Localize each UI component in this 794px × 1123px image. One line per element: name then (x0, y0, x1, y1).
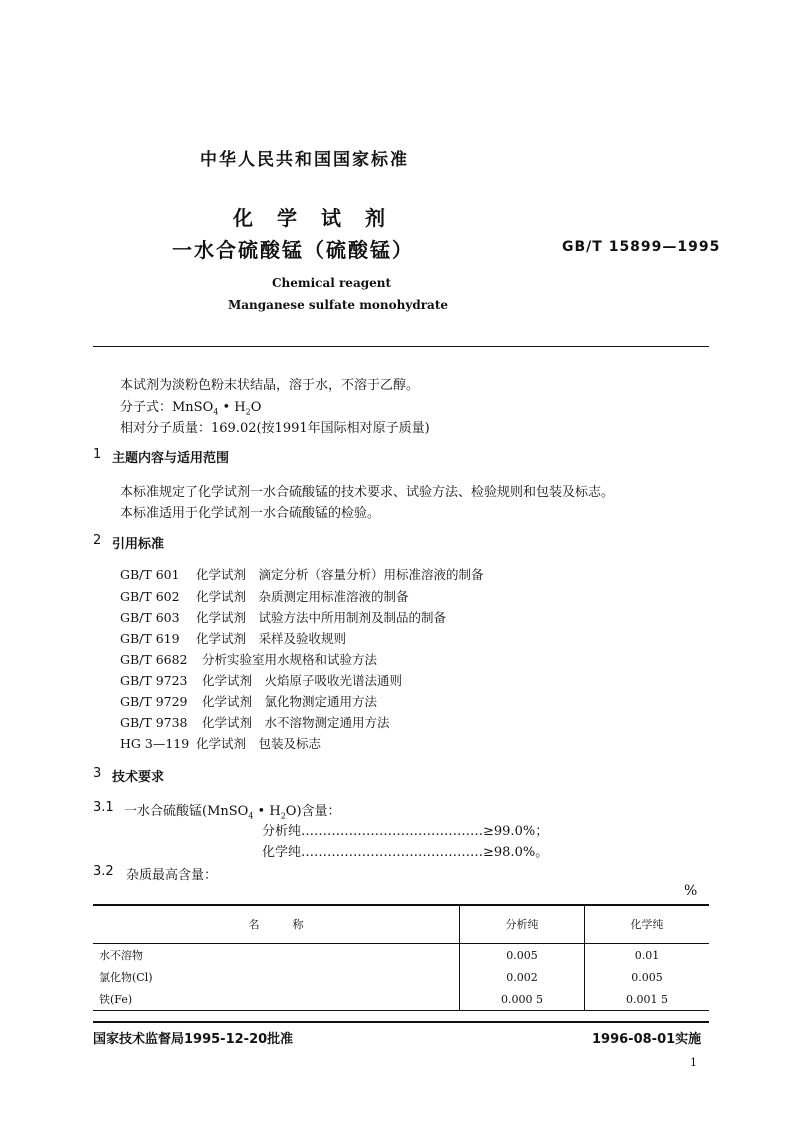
reference-code: GB/T 6682 (120, 652, 188, 667)
reference-title: 化学试剂 氯化物测定通用方法 (202, 694, 378, 709)
reference-code: GB/T 9729 (120, 694, 188, 709)
value-chemical: 0.001 5 (585, 988, 710, 1011)
reference-code: GB/T 619 (120, 631, 180, 646)
item31-prefix: 一水合硫酸锰(MnSO (124, 804, 249, 819)
section2-title: 引用标准 (112, 537, 165, 552)
section3-title: 技术要求 (112, 770, 165, 785)
reference-title: 化学试剂 火焰原子吸收光谱法通则 (202, 673, 403, 688)
standard-number: GB/T 15899—1995 (562, 239, 721, 255)
value-analytical: 0.005 (460, 944, 585, 967)
reference-code: GB/T 9723 (120, 673, 188, 688)
header-name: 名 称 (93, 905, 460, 944)
table-row (93, 966, 709, 988)
reference-item (120, 629, 346, 647)
reference-title: 分析实验室用水规格和试验方法 (202, 652, 378, 667)
title-en-line1: Chemical reagent (272, 276, 392, 290)
title-en-line2: Manganese sulfate monohydrate (228, 298, 449, 312)
reference-item (120, 608, 446, 626)
formula-prefix: 分子式：MnSO (120, 400, 214, 415)
reference-code: GB/T 9738 (120, 715, 188, 730)
reference-item (120, 713, 390, 731)
value-chemical: 0.005 (585, 966, 710, 988)
table-row (93, 988, 709, 1011)
table-header-row (93, 905, 709, 944)
section1-title: 主题内容与适用范围 (112, 451, 230, 466)
reference-code: GB/T 601 (120, 567, 180, 582)
reference-item (120, 587, 409, 605)
value-analytical: 0.002 (460, 966, 585, 988)
item31-mid: • H (253, 804, 281, 819)
reference-code: GB/T 603 (120, 610, 180, 625)
reference-item (120, 734, 321, 752)
reference-item (120, 650, 377, 668)
grade-analytical: 分析纯……………………………………≥99.0%； (262, 824, 549, 839)
title-cn-line2: 一水合硫酸锰（硫酸锰） (172, 238, 414, 262)
approval-date: 国家技术监督局1995-12-20批准 (93, 1032, 294, 1047)
header-chemical: 化学纯 (585, 905, 710, 944)
intro-formula (120, 396, 261, 417)
item32-text: 杂质最高含量： (126, 868, 218, 883)
item32-number: 3.2 (93, 864, 114, 879)
section1-para1: 本标准规定了化学试剂一水合硫酸锰的技术要求、试验方法、检验规则和包装及标志。 (120, 485, 615, 500)
impurity-name: 水不溶物 (99, 949, 143, 962)
section1-number: 1 (93, 447, 102, 462)
footer-rule (93, 1021, 709, 1023)
intro-description: 本试剂为淡粉色粉末状结晶，溶于水，不溶于乙醇。 (120, 378, 420, 393)
reference-code: GB/T 602 (120, 589, 180, 604)
reference-item (120, 671, 402, 689)
implementation-date: 1996-08-01实施 (592, 1032, 702, 1047)
item31-suffix: O)含量： (285, 804, 341, 819)
reference-item (120, 692, 377, 710)
impurity-table (93, 905, 709, 1011)
formula-suffix: O (250, 400, 262, 415)
header-analytical: 分析纯 (460, 905, 585, 944)
reference-title: 化学试剂 杂质测定用标准溶液的制备 (196, 589, 409, 604)
item31-text (124, 800, 341, 821)
item31-sub4: 4 (248, 811, 254, 821)
intro-molecular-mass: 相对分子质量：169.02(按1991年国际相对原子质量) (120, 421, 430, 436)
impurity-name: 氯化物(Cl) (99, 971, 153, 984)
grade-chemical: 化学纯……………………………………≥98.0%。 (262, 845, 549, 860)
reference-code: HG 3—119 (120, 736, 190, 751)
value-chemical: 0.01 (585, 944, 710, 967)
value-analytical: 0.000 5 (460, 988, 585, 1011)
section3-number: 3 (93, 766, 102, 781)
page-number: 1 (690, 1056, 697, 1069)
unit-percent: % (684, 883, 698, 899)
item31-number: 3.1 (93, 800, 114, 815)
table-row (93, 944, 709, 967)
reference-title: 化学试剂 包装及标志 (196, 736, 322, 751)
standard-agency-header: 中华人民共和国国家标准 (200, 150, 409, 170)
formula-sub2: 2 (245, 407, 251, 417)
reference-title: 化学试剂 水不溶物测定通用方法 (202, 715, 390, 730)
section2-number: 2 (93, 533, 102, 548)
reference-title: 化学试剂 采样及验收规则 (196, 631, 347, 646)
reference-title: 化学试剂 滴定分析（容量分析）用标准溶液的制备 (196, 567, 484, 582)
section1-para2: 本标准适用于化学试剂一水合硫酸锰的检验。 (120, 506, 381, 521)
impurity-name: 铁(Fe) (93, 988, 460, 1011)
formula-mid: • H (218, 400, 246, 415)
reference-item (120, 565, 484, 583)
item31-sub2: 2 (280, 811, 286, 821)
title-cn-line1: 化 学 试 剂 (233, 206, 387, 230)
reference-title: 化学试剂 试验方法中所用制剂及制品的制备 (196, 610, 447, 625)
header-divider (93, 346, 709, 347)
formula-sub4: 4 (213, 407, 219, 417)
